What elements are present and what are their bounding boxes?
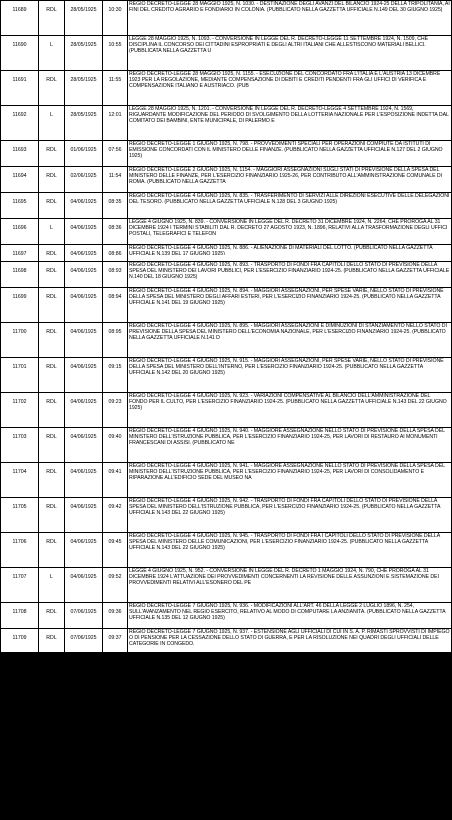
act-type: RDL bbox=[39, 323, 65, 358]
act-description: LEGGE 5 GIUGNO 1925, N. 966. - ORDINAMENTO DELL'ALTO COMANDO DELL'ESERCITO. (PUBBLICATA NELLA GAZZETTA UFFICIALE N.139 DEL 17 GIUGNO 1925) bbox=[128, 664, 452, 681]
entry-number: 11701 bbox=[1, 358, 39, 393]
register-body bbox=[1, 1, 452, 820]
entry-number: 11702 bbox=[1, 393, 39, 428]
act-date: 05/06/1925 bbox=[65, 664, 103, 681]
table-row bbox=[1, 1, 452, 36]
act-description: LEGGE 28 MAGGIO 1925, N. 1093. - CONVERSIONE IN LEGGE DEL R. DECRETO-LEGGE 11 SETTEMBRE 1924, N. 1509, CHE DISCIPLINA IL CONCORSO DEI CITTADINI ESPROPRIATI E DEGLI ALTRI ITALIANI CHE ALLESTISCONO MATERIALI BELLICI. (PUBBLICATA NELLA GAZZETTA U bbox=[128, 36, 452, 71]
table-row bbox=[1, 463, 452, 498]
act-code: 09:41 bbox=[103, 463, 128, 498]
act-type: RDL bbox=[39, 167, 65, 193]
act-date: 04/06/1925 bbox=[65, 568, 103, 603]
act-type: RDL bbox=[39, 393, 65, 428]
act-description: REGIO DECRETO-LEGGE 1 GIUGNO 1925, N. 798. - PROVVEDIMENTI SPECIALI PER OPERAZIONI COMPIUTE DA ISTITUTI DI EMISSIONE CONCORDATI CON IL MINISTERO DELLE FINANZE. (PUBBLICATO NELLA GAZZETTA UFFICIALE N.127 DEL 2 GIUGNO 1925) bbox=[128, 141, 452, 167]
act-type: L bbox=[39, 106, 65, 141]
act-date: 11/06/1925 bbox=[65, 768, 103, 794]
act-code: 07:56 bbox=[103, 141, 128, 167]
act-type: RDL bbox=[39, 629, 65, 664]
entry-number: 11713 bbox=[1, 733, 39, 768]
act-description: REGIO DECRETO-LEGGE 4 GIUGNO 1925, N. 895. - MAGGIORI ASSEGNAZIONI E DIMINUZIONI DI STANZIAMENTO NELLO STATO DI PREVISIONE DELLA SPESA DEL MINISTERO DELL'ECONOMIA NAZIONALE, PER L'ESERCIZIO FINANZIARIO 1924-25. (PUBBLICATO NELLA GAZZETTA UFFICIALE N.141 D bbox=[128, 323, 452, 358]
entry-number: 11695 bbox=[1, 193, 39, 219]
act-description: REGIO DECRETO-LEGGE 7 GIUGNO 1925, N. 937. - ESTENSIONE AGLI UFFICIALI DI CUI IN S. A. P. RIMASTI SPROVVISTI DI IMPIEGO O DI PENSIONE PER LA CESSAZIONE DELLO STATO DI GUERRA, E PER LA RISOLUZIONE NEI QUADRI DEGLI UFFICIALI DELLE CATEGORIE IN CONGEDO. bbox=[128, 629, 452, 664]
table-row bbox=[1, 36, 452, 71]
act-code: 09:45 bbox=[103, 533, 128, 568]
act-description: REGIO DECRETO-LEGGE 4 GIUGNO 1925, N. 915. - MAGGIORI ASSEGNAZIONI, PER SPESE VARIE, NELLO STATO DI PREVISIONE DELLA SPESA DEL MINISTERO DELL'INTERNO, PER L'ESERCIZIO FINANZIARIO 1924-25. (PUBBLICATO NELLA GAZZETTA UFFICIALE N.142 DEL 20 GIUGNO 1925) bbox=[128, 358, 452, 393]
act-date: 08/06/1925 bbox=[65, 681, 103, 707]
entry-number: 11711 bbox=[1, 681, 39, 707]
act-type: L bbox=[39, 768, 65, 794]
entry-number: 11694 bbox=[1, 167, 39, 193]
entry-number: 11709 bbox=[1, 629, 39, 664]
act-description: REGIO DECRETO-LEGGE 10 GIUGNO 1925, N. 1148. - AUTORIZZAZIONE DELLA SPESA PER COMPLEMENTO OPERE PUBBLICHE, NELLA PROVINCIA DI ZARA. (PUBBLICATO NELLA GAZZETTA UFFICIALE N.161 DEL 14 LUGLIO 1925) bbox=[128, 733, 452, 768]
act-date: 01/06/1925 bbox=[65, 141, 103, 167]
table-row bbox=[1, 288, 452, 323]
act-description: LEGGE 11 GIUGNO 1925, N. 988. - STATO DI PREVISIONE DELLA SPESA DEL MINISTERO DELL'ECONOMIA NAZIONALE PER L'ESERCIZIO FINANZIARIO DAL 1 LUGLIO 1925 AL 30 GIUGNO 1926. (PUBBLICATA NELLA GAZZETTA UFFICIALE N.139 DEL 17 GIUGNO 1925) bbox=[128, 794, 452, 820]
act-type: L bbox=[39, 568, 65, 603]
act-description: REGIO DECRETO-LEGGE 28 MAGGIO 1925, N. 1155. - ESECUZIONE DEL CONCORDATO FRA L'ITALIA E L'AUSTRIA 13 DICEMBRE 1923 PER LA REGOLAZIONE, MEDIANTE COMPENSAZIONE DI DEBITI E CREDITI PENDENTI FRA GLI UFFICI DI VERIFICA E COMPENSAZIONE ITALIANO E AUSTRIACO. (PUB bbox=[128, 71, 452, 106]
act-code: 09:40 bbox=[103, 428, 128, 463]
entry-number: 11692 bbox=[1, 106, 39, 141]
act-description: REGIO DECRETO-LEGGE 4 GIUGNO 1925, N. 945. - TRASPORTO DI FONDI FRA I CAPITOLI DELLO STATO DI PREVISIONE DELLA SPESA DEL MINISTERO DELLE COMUNICAZIONI, PER L'ESERCIZIO FINANZIARIO 1924-25. (PUBBLICATO NELLA GAZZETTA UFFICIALE N.143 DEL 22 GIUGNO 1925) bbox=[128, 533, 452, 568]
table-row bbox=[1, 533, 452, 568]
table-row bbox=[1, 323, 452, 358]
entry-number: 11710 bbox=[1, 664, 39, 681]
act-date: 28/05/1925 bbox=[65, 106, 103, 141]
act-date: 28/05/1925 bbox=[65, 1, 103, 36]
entry-number: 11714 bbox=[1, 768, 39, 794]
act-date: 04/06/1925 bbox=[65, 245, 103, 262]
act-type: RDL bbox=[39, 288, 65, 323]
act-code: 09:66 bbox=[103, 664, 128, 681]
act-date: 07/06/1925 bbox=[65, 629, 103, 664]
act-code: 08:95 bbox=[103, 323, 128, 358]
table-row bbox=[1, 603, 452, 629]
act-date: 04/06/1925 bbox=[65, 262, 103, 288]
act-type: RDL bbox=[39, 1, 65, 36]
table-row bbox=[1, 707, 452, 733]
act-description: REGIO DECRETO-LEGGE 4 GIUGNO 1925, N. 942. - TRASPORTO DI FONDI FRA CAPITOLI DELLO STATO DI PREVISIONE DELLA SPESA DEL MINISTERO DELL'ISTRUZIONE PUBBLICA, PER L'ESERCIZIO FINANZIARIO 1924-25. (PUBBLICATO NELLA GAZZETTA UFFICIALE N.143 DEL 22 GIUGNO 1925) bbox=[128, 498, 452, 533]
act-date: 04/06/1925 bbox=[65, 219, 103, 245]
act-description: REGIO DECRETO-LEGGE 4 GIUGNO 1925, N. 835. - TRASFERIMENTO DI SERVIZI ALLE DIREZIONI ESECUTIVE DELLE DELEGAZIONI DEL TESORO. (PUBBLICATO NELLA GAZZETTA UFFICIALE N.128 DEL 3 GIUGNO 1925) bbox=[128, 193, 452, 219]
act-date: 04/06/1925 bbox=[65, 393, 103, 428]
entry-number: 11706 bbox=[1, 533, 39, 568]
act-code: 12:01 bbox=[103, 106, 128, 141]
act-date: 04/06/1925 bbox=[65, 498, 103, 533]
entry-number: 11700 bbox=[1, 323, 39, 358]
table-row bbox=[1, 193, 452, 219]
entry-number: 11712 bbox=[1, 707, 39, 733]
table-row bbox=[1, 733, 452, 768]
act-description: REGIO DECRETO-LEGGE 10 GIUGNO 1925, N. 1029. - PROVVEDIMENTI RELATIVI ALLO SPOSTAMENTO DELL'ABITATO DI PREDAPPIO. (PUBBLICATO NELLA GAZZETTA UFFICIALE N.149 DEL 30 GIUGNO 1925) bbox=[128, 707, 452, 733]
act-date: 04/06/1925 bbox=[65, 358, 103, 393]
act-type: RDL bbox=[39, 71, 65, 106]
act-code: 09:52 bbox=[103, 568, 128, 603]
entry-number: 11698 bbox=[1, 262, 39, 288]
act-type: RDL bbox=[39, 245, 65, 262]
act-description: REGIO DECRETO-LEGGE 4 GIUGNO 1925, N. 886. - ALIENAZIONE DI MATERIALI DEL LOTTO. (PUBBLICATO NELLA GAZZETTA UFFICIALE N.139 DEL 17 GIUGNO 1925) bbox=[128, 245, 452, 262]
table-row bbox=[1, 768, 452, 794]
act-description: REGIO DECRETO-LEGGE 7 GIUGNO 1925, N. 936. - MODIFICAZIONI ALL'ART. 46 DELLA LEGGE 2 LUGLIO 1896, N. 254, SULL'AVANZAMENTO NEL REGIO ESERCITO, RELATIVO AL MODO DI COMPUTARE LA ANZIANITA. (PUBBLICATO NELLA GAZZETTA UFFICIALE N.135 DEL 12 GIUGNO 1925) bbox=[128, 603, 452, 629]
act-date: 04/06/1925 bbox=[65, 463, 103, 498]
table-row bbox=[1, 106, 452, 141]
act-date: 28/05/1925 bbox=[65, 36, 103, 71]
table-row bbox=[1, 219, 452, 245]
table-row bbox=[1, 358, 452, 393]
entry-number: 11715 bbox=[1, 794, 39, 820]
entry-number: 11696 bbox=[1, 219, 39, 245]
act-code: 08:36 bbox=[103, 219, 128, 245]
act-description: REGIO DECRETO-LEGGE 4 GIUGNO 1925, N. 941. - MAGGIORE ASSEGNAZIONE NELLO STATO DI PREVISIONE DELLA SPESA DEL MINISTERO DELL'ISTRUZIONE PUBBLICA, PER L'ESERCIZIO FINANZIARIO 1924-25, PER LAVORI DI CONSOLIDAMENTO E RIPARAZIONE ALL'EDIFICIO SEDE DEL MUSEO NA bbox=[128, 463, 452, 498]
table-row bbox=[1, 794, 452, 820]
act-code: 08:93 bbox=[103, 262, 128, 288]
act-type: RDL bbox=[39, 603, 65, 629]
entry-number: 11691 bbox=[1, 71, 39, 106]
act-code: 08:35 bbox=[103, 193, 128, 219]
table-row bbox=[1, 71, 452, 106]
act-code: 09:15 bbox=[103, 358, 128, 393]
table-row bbox=[1, 141, 452, 167]
act-code: 09:36 bbox=[103, 603, 128, 629]
act-description: LEGGE 8 GIUGNO 1925, N. 969. - ORGANIZZAZIONE DELLA NAZIONE PER LA GUERRA. (PUBBLICATA NELLA GAZZETTA UFFICIALE N.140 DEL 20 GIUGNO 1925) bbox=[128, 681, 452, 707]
entry-number: 11707 bbox=[1, 568, 39, 603]
table-row bbox=[1, 498, 452, 533]
act-code: 09:23 bbox=[103, 393, 128, 428]
table-row bbox=[1, 681, 452, 707]
table-row bbox=[1, 393, 452, 428]
act-date: 10/06/1925 bbox=[65, 707, 103, 733]
act-date: 04/06/1925 bbox=[65, 533, 103, 568]
act-description: REGIO DECRETO-LEGGE 4 GIUGNO 1925, N. 894. - MAGGIORI ASSEGNAZIONI, PER SPESE VARIE, NELLO STATO DI PREVISIONE DELLA SPESA DEL MINISTERO DEGLI AFFARI ESTERI, PER L'ESERCIZIO FINANZIARIO 1924-25. (PUBBLICATO NELLA GAZZETTA UFFICIALE N.141 DEL 19 GIUGNO 1925) bbox=[128, 288, 452, 323]
act-type: L bbox=[39, 36, 65, 71]
entry-number: 11708 bbox=[1, 603, 39, 629]
act-code: 11:54 bbox=[103, 167, 128, 193]
act-code: 09:37 bbox=[103, 629, 128, 664]
act-type: RDL bbox=[39, 733, 65, 768]
entry-number: 11699 bbox=[1, 288, 39, 323]
entry-number: 11705 bbox=[1, 498, 39, 533]
act-date: 11/06/1925 bbox=[65, 794, 103, 820]
table-row bbox=[1, 629, 452, 664]
act-type: L bbox=[39, 664, 65, 681]
act-description: LEGGE 11 GIUGNO 1925, N. 987. - STATO DI PREVISIONE DELLA SPESA DEL MINISTERO DELLE COMUNICAZIONI PER L'ESERCIZIO FINANZIARIO DAL 1 LUGLIO 1925 AL 30 GIUGNO 1926. (PUBBLICATA NELLA GAZZETTA UFFICIALE N.149 DEL 1 LUGLIO 1925) bbox=[128, 768, 452, 794]
act-type: L bbox=[39, 794, 65, 820]
act-type: L bbox=[39, 219, 65, 245]
entry-number: 11703 bbox=[1, 428, 39, 463]
act-type: RDL bbox=[39, 498, 65, 533]
act-date: 07/06/1925 bbox=[65, 603, 103, 629]
table-row bbox=[1, 167, 452, 193]
act-code: 09:88 bbox=[103, 794, 128, 820]
act-description: REGIO DECRETO-LEGGE 4 GIUGNO 1925, N. 923. - VARIAZIONI COMPENSATIVE AL BILANCIO DELL'AMMINISTRAZIONE DEL FONDO PER IL CULTO, PER L'ESERCIZIO FINANZIARIO 1924-25. (PUBBLICATO NELLA GAZZETTA UFFICIALE N.143 DEL 22 GIUGNO 1925) bbox=[128, 393, 452, 428]
act-date: 04/06/1925 bbox=[65, 288, 103, 323]
entry-number: 11704 bbox=[1, 463, 39, 498]
act-type: RDL bbox=[39, 463, 65, 498]
act-date: 04/06/1925 bbox=[65, 193, 103, 219]
act-date: 28/05/1925 bbox=[65, 71, 103, 106]
table-row bbox=[1, 262, 452, 288]
act-description: LEGGE 4 GIUGNO 1925, N. 952. - CONVERSIONE IN LEGGE DEL R. DECRETO 1 MAGGIO 1924, N. 790, CHE PROROGA AL 31 DICEMBRE 1924 L'ATTUAZIONE DEI PROVVEDIMENTI CONCERNENTI LA REVISIONE DELLE ASSUNZIONI E SISTEMAZIONE DEI PROVVEDIMENTI RELATIVI ALL'ESONERO DEL PE bbox=[128, 568, 452, 603]
act-description: LEGGE 4 GIUGNO 1925, N. 839. - CONVERSIONE IN LEGGE DEL R. DECRETO 31 DICEMBRE 1924, N. 2264, CHE PROROGA AL 31 DICEMBRE 1924 I TERMINI STABILITI DAL R. DECRETO 27 AGOSTO 1923, N. 1896, RELATIVI ALLA TRASFORMAZIONE DEGLI UFFICI POSTALI, TELEGRAFICI E TELEFON bbox=[128, 219, 452, 245]
act-type: RDL bbox=[39, 193, 65, 219]
act-code: 08:94 bbox=[103, 288, 128, 323]
act-description: REGIO DECRETO-LEGGE 4 GIUGNO 1925, N. 893. - TRASPORTO DI FONDI FRA CAPITOLI DELLO STATO DI PREVISIONE DELLA SPESA DEL MINISTERO DEI LAVORI PUBBLICI, PER L'ESERCIZIO FINANZIARIO 1924-25. (PUBBLICATO NELLA GAZZETTA UFFICIALE N.140 DEL 18 GIUGNO 1925) bbox=[128, 262, 452, 288]
act-code: 09:42 bbox=[103, 498, 128, 533]
act-type: L bbox=[39, 681, 65, 707]
act-date: 04/06/1925 bbox=[65, 428, 103, 463]
act-description: REGIO DECRETO-LEGGE 28 MAGGIO 1925, N. 1030. - DESTINAZIONE DEGLI AVANZI DEL BILANCIO 1924-25 DELLA TRIPOLITANIA, AI FINI DEL CREDITO AGRARIO E FONDIARIO IN COLONIA. (PUBBLICATO NELLA GAZZETTA UFFICIALE N.149 DEL 30 GIUGNO 1925) bbox=[128, 1, 452, 36]
act-description: LEGGE 28 MAGGIO 1925, N. 1201. - CONVERSIONE IN LEGGE DEL R. DECRETO-LEGGE 4 SETTEMBRE 1924, N. 1569, RIGUARDANTE MODIFICAZIONE DEL PERIODO DI SVOLGIMENTO DELLA LOTTERIA NAZIONALE PER L'ESPOSIZIONE INDETTA DAL COMITATO DEI BAMBINI, ENTE MUNICIPALE, DI PALERMO E bbox=[128, 106, 452, 141]
entry-number: 11697 bbox=[1, 245, 39, 262]
act-description: REGIO DECRETO-LEGGE 2 GIUGNO 1925, N. 1154. - MAGGIORI ASSEGNAZIONI SUGLI STATI DI PREVISIONE DELLA SPESA DEL MINISTERO DELLE FINANZE, PER L'ESERCIZIO FINANZIARIO 1925-26, PER CONTRIBUTO ALL'AMMINISTRAZIONE COMUNALE DI ROMA. (PUBBLICATO NELLA GAZZETTA bbox=[128, 167, 452, 193]
act-type: RDL bbox=[39, 707, 65, 733]
table-row bbox=[1, 428, 452, 463]
act-date: 02/06/1925 bbox=[65, 167, 103, 193]
act-code: 11:48 bbox=[103, 733, 128, 768]
table-row bbox=[1, 245, 452, 262]
act-description: REGIO DECRETO-LEGGE 4 GIUGNO 1925, N. 940. - MAGGIORE ASSEGNAZIONE NELLO STATO DI PREVISIONE DELLA SPESA DEL MINISTERO DELL'ISTRUZIONE PUBBLICA, PER L'ESERCIZIO FINANZIARIO 1924-25, PER LAVORI DI RESTAURO AI MONUMENTI FRANCESCANI DI ASSISI. (PUBBLICATO NE bbox=[128, 428, 452, 463]
act-date: 04/06/1925 bbox=[65, 323, 103, 358]
act-code: 10:30 bbox=[103, 1, 128, 36]
act-code: 08:69 bbox=[103, 681, 128, 707]
act-code: 11:55 bbox=[103, 71, 128, 106]
entry-number: 11693 bbox=[1, 141, 39, 167]
table-row bbox=[1, 568, 452, 603]
entry-number: 11690 bbox=[1, 36, 39, 71]
act-type: RDL bbox=[39, 358, 65, 393]
act-code: 10:29 bbox=[103, 707, 128, 733]
act-date: 10/06/1925 bbox=[65, 733, 103, 768]
entry-number: 11689 bbox=[1, 1, 39, 36]
act-code: 08:86 bbox=[103, 245, 128, 262]
act-code: 09:87 bbox=[103, 768, 128, 794]
table-row bbox=[1, 664, 452, 681]
act-type: RDL bbox=[39, 262, 65, 288]
act-type: RDL bbox=[39, 533, 65, 568]
act-code: 10:55 bbox=[103, 36, 128, 71]
act-type: RDL bbox=[39, 428, 65, 463]
act-type: RDL bbox=[39, 141, 65, 167]
